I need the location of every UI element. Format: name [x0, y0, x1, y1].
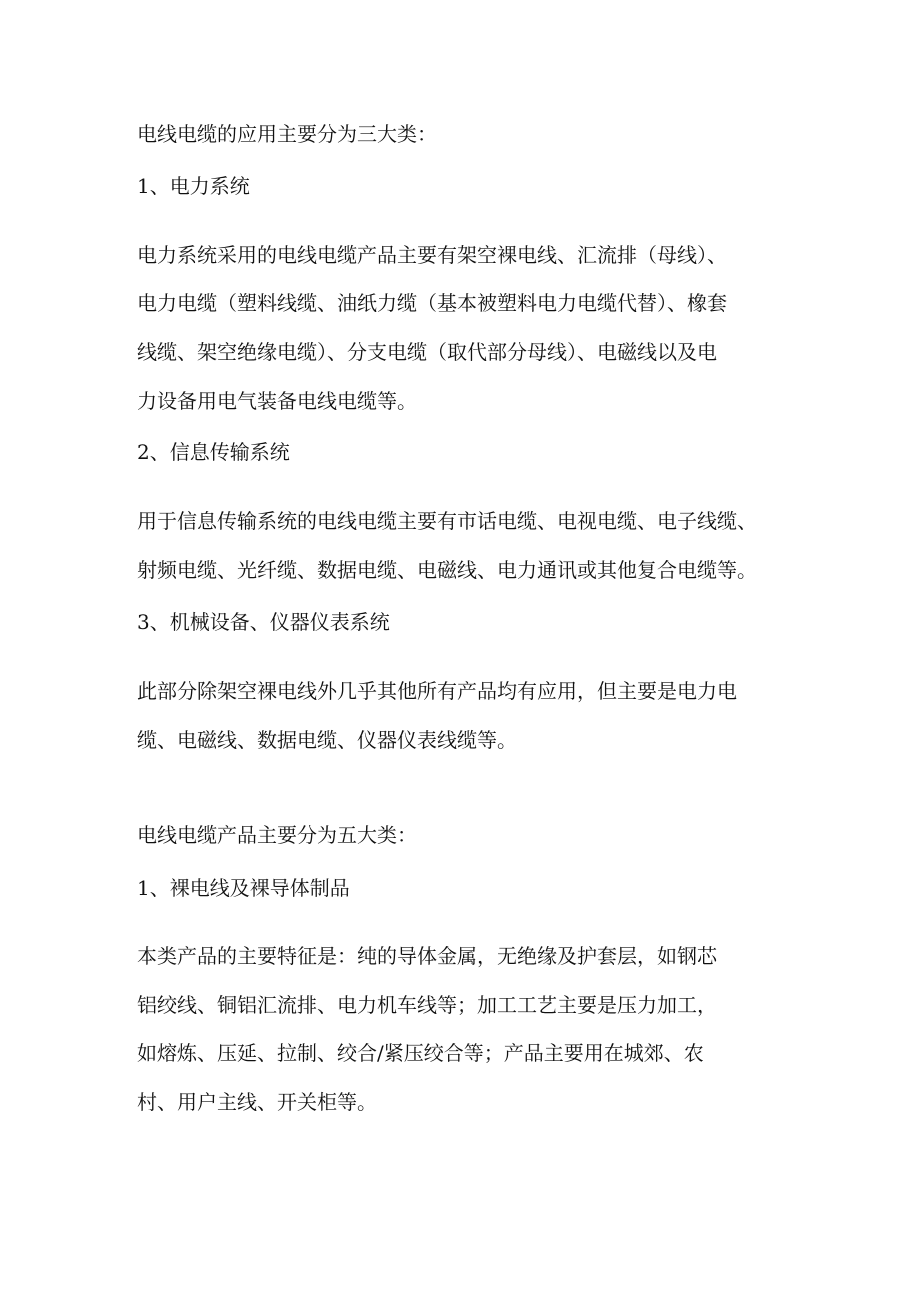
item-title-bare-wire: 1、裸电线及裸导体制品 — [137, 876, 350, 900]
paragraph-line: 线缆、架空绝缘电缆）、分支电缆（取代部分母线）、电磁线以及电 — [137, 340, 717, 364]
paragraph-line: 电力系统采用的电线电缆产品主要有架空裸电线、汇流排（母线）、 — [137, 243, 727, 267]
paragraph-line: 村、用户主线、开关柜等。 — [137, 1090, 377, 1114]
item-title-power-system: 1、电力系统 — [137, 174, 250, 198]
paragraph-line: 铝绞线、铜铝汇流排、电力机车线等；加工工艺主要是压力加工， — [137, 993, 717, 1017]
paragraph-line: 用于信息传输系统的电线电缆主要有市话电缆、电视电缆、电子线缆、 — [137, 509, 757, 533]
paragraph-line: 如熔炼、压延、拉制、绞合/紧压绞合等；产品主要用在城郊、农 — [137, 1041, 704, 1065]
paragraph-line: 本类产品的主要特征是：纯的导体金属，无绝缘及护套层，如钢芯 — [137, 944, 717, 968]
item-title-machinery-system: 3、机械设备、仪器仪表系统 — [137, 610, 390, 634]
section-heading-products: 电线电缆产品主要分为五大类： — [137, 823, 417, 847]
paragraph-line: 缆、电磁线、数据电缆、仪器仪表线缆等。 — [137, 728, 517, 752]
section-heading-applications: 电线电缆的应用主要分为三大类： — [137, 122, 437, 146]
paragraph-line: 此部分除架空裸电线外几乎其他所有产品均有应用，但主要是电力电 — [137, 679, 737, 703]
paragraph-line: 电力电缆（塑料线缆、油纸力缆（基本被塑料电力电缆代替）、橡套 — [137, 291, 727, 315]
paragraph-line: 射频电缆、光纤缆、数据电缆、电磁线、电力通讯或其他复合电缆等。 — [137, 558, 757, 582]
paragraph-line: 力设备用电气装备电线电缆等。 — [137, 389, 417, 413]
item-title-information-system: 2、信息传输系统 — [137, 440, 290, 464]
